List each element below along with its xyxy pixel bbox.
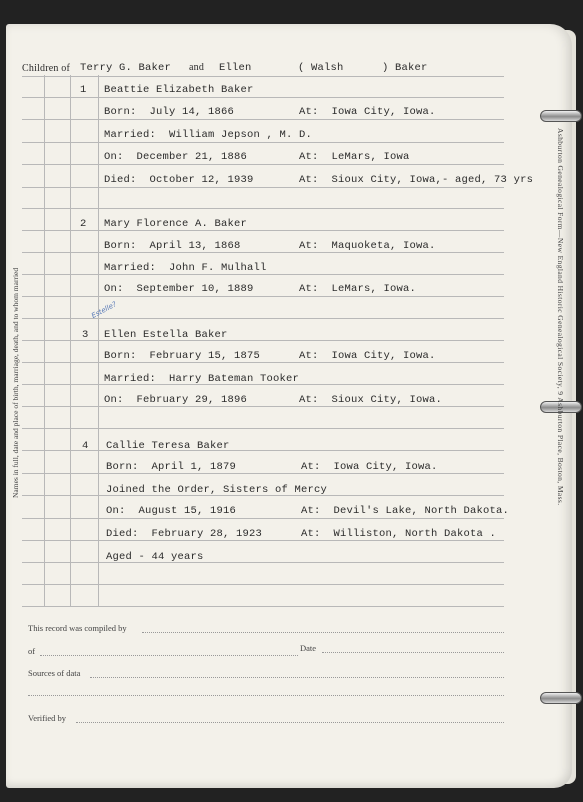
- binder-ring-bottom: [540, 692, 582, 704]
- mother-first-name: Ellen: [219, 62, 252, 74]
- handwritten-annotation: Estelle?: [90, 300, 118, 320]
- child-detail-line: Aged - 44 years: [106, 551, 204, 563]
- child-number: 4: [82, 440, 89, 452]
- child-detail-line: Born: April 1, 1879 At: Iowa City, Iowa.: [106, 461, 438, 473]
- margin-line: [44, 75, 45, 607]
- ruled-line: [22, 518, 504, 519]
- child-name: Mary Florence A. Baker: [104, 218, 248, 230]
- child-detail-line: Died: February 28, 1923 At: Williston, North Dakota .: [106, 528, 497, 540]
- margin-line: [98, 75, 99, 607]
- sources-line: [90, 677, 504, 678]
- ruled-line: [22, 340, 504, 341]
- ruled-line: [22, 76, 504, 77]
- child-detail-line: On: August 15, 1916 At: Devil's Lake, North Dakota.: [106, 505, 510, 517]
- child-number: 3: [82, 329, 89, 341]
- child-detail-line: On: February 29, 1896 At: Sioux City, Iowa.: [104, 394, 443, 406]
- ruled-line: [22, 562, 504, 563]
- child-detail-line: Born: February 15, 1875 At: Iowa City, Iowa.: [104, 350, 436, 362]
- date-label: Date: [300, 643, 317, 653]
- child-detail-line: Joined the Order, Sisters of Mercy: [106, 484, 328, 496]
- ruled-line: [22, 187, 504, 188]
- ruled-line: [22, 584, 504, 585]
- left-margin-label: Names in full, date and place of birth, marriage, death, and to whom married: [11, 267, 20, 498]
- child-number: 2: [80, 218, 87, 230]
- ruled-line: [22, 362, 504, 363]
- date-line: [322, 652, 504, 653]
- verified-by-line: [76, 722, 504, 723]
- children-of-label: Children of: [22, 63, 71, 74]
- ruled-line: [22, 208, 504, 209]
- ruled-line: [22, 428, 504, 429]
- child-detail-line: Born: July 14, 1866 At: Iowa City, Iowa.: [104, 106, 436, 118]
- child-name: Callie Teresa Baker: [106, 440, 230, 452]
- child-name: Ellen Estella Baker: [104, 329, 228, 341]
- ruled-line: [22, 119, 504, 120]
- compiled-by-label: This record was compiled by: [28, 623, 127, 633]
- and-label: and: [189, 62, 205, 73]
- child-detail-line: Born: April 13, 1868 At: Maquoketa, Iowa.: [104, 240, 436, 252]
- right-margin-label: Ashburton Genealogical Form—New England Historic Genealogical Society, 9 Ashburton Place, Boston, Mass.: [556, 128, 565, 506]
- mother-maiden-name: ( Walsh: [298, 62, 344, 74]
- binder-ring-top: [540, 110, 582, 122]
- child-detail-line: On: September 10, 1889 At: LeMars, Iowa.: [104, 283, 417, 295]
- father-name: Terry G. Baker: [80, 62, 172, 74]
- child-detail-line: Married: Harry Bateman Tooker: [104, 373, 300, 385]
- ruled-line: [22, 230, 504, 231]
- compiled-by-line: [142, 632, 504, 633]
- ruled-line: [22, 606, 504, 607]
- ruled-line: [22, 274, 504, 275]
- child-name: Beattie Elizabeth Baker: [104, 84, 254, 96]
- ruled-line: [22, 406, 504, 407]
- child-detail-line: Died: October 12, 1939 At: Sioux City, Iowa,- aged, 73 yrs: [104, 174, 534, 186]
- of-line: [40, 655, 298, 656]
- ruled-line: [22, 296, 504, 297]
- ruled-line: [22, 142, 504, 143]
- verified-by-label: Verified by: [28, 713, 67, 723]
- of-label: of: [28, 646, 36, 656]
- ruled-line: [22, 252, 504, 253]
- ruled-line: [22, 540, 504, 541]
- child-detail-line: Married: William Jepson , M. D.: [104, 129, 313, 141]
- ruled-line: [22, 450, 504, 451]
- child-detail-line: On: December 21, 1886 At: LeMars, Iowa: [104, 151, 410, 163]
- mother-married-name: ) Baker: [382, 62, 428, 74]
- ruled-line: [22, 164, 504, 165]
- margin-line: [70, 75, 71, 607]
- child-number: 1: [80, 84, 87, 96]
- child-detail-line: Married: John F. Mulhall: [104, 262, 267, 274]
- ruled-line: [22, 473, 504, 474]
- sources-line-2: [28, 695, 504, 696]
- ruled-line: [22, 97, 504, 98]
- sources-label: Sources of data: [28, 668, 81, 678]
